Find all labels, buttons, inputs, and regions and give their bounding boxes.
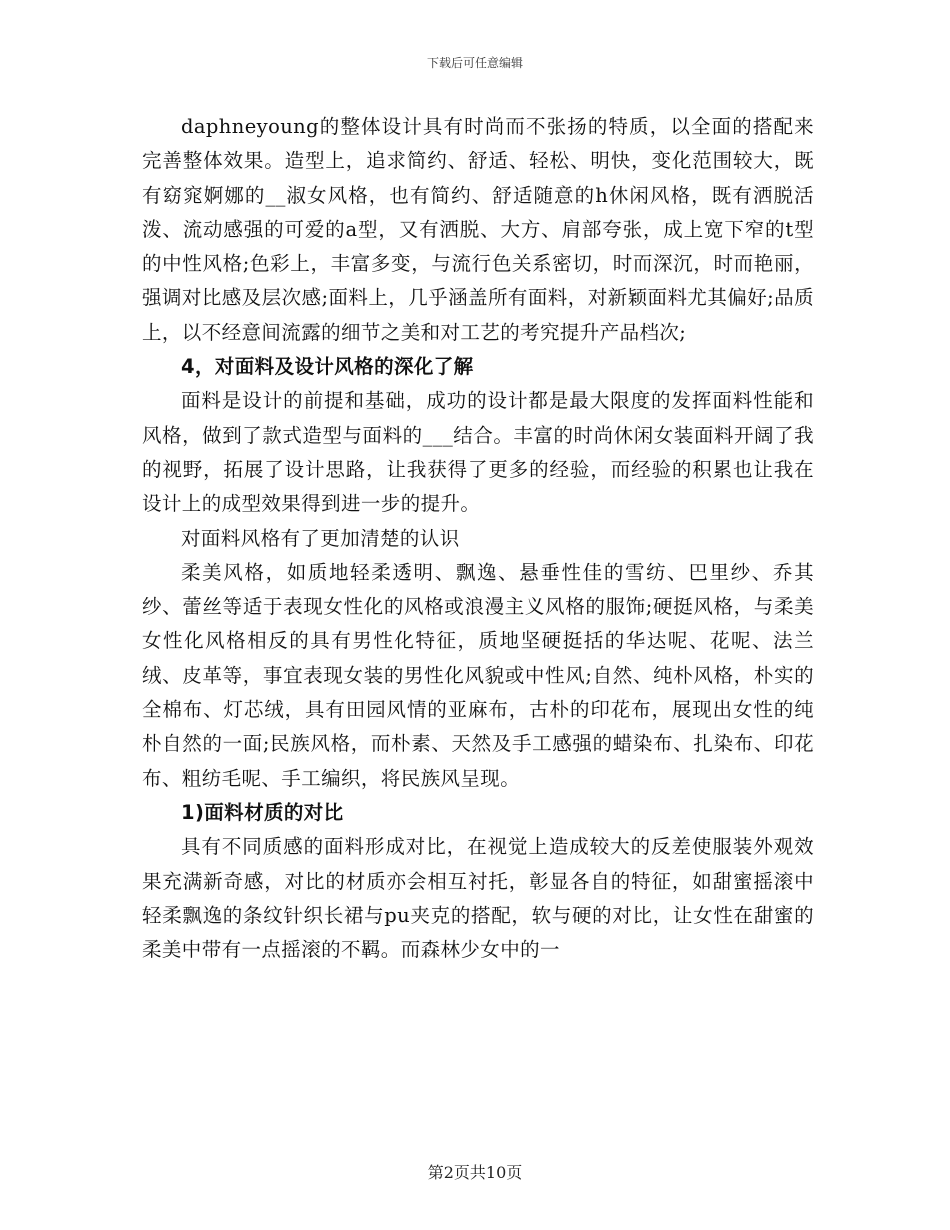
paragraph-brand-design: daphneyoung的整体设计具有时尚而不张扬的特质，以全面的搭配来完善整体效果。造型上，追求简约、舒适、轻松、明快，变化范围较大，既有窈窕婀娜的__淑女风格，也有简约、舒适随意的h休闲风格，既有洒脱活泼、流动感强的可爱的a型，又有洒脱、大方、肩部夸张，成上宽下窄的t型的中性风格;色彩上，丰富多变，与流行色关系密切，时而深沉，时而艳丽，强调对比感及层次感;面料上，几乎涵盖所有面料，对新颖面料尤其偏好;品质上，以不经意间流露的细节之美和对工艺的考究提升产品档次;: [142, 115, 814, 344]
section-heading-fabric-style: 4，对面料及设计风格的深化了解: [181, 355, 474, 379]
paragraph-fabric-styles: 柔美风格，如质地轻柔透明、飘逸、悬垂性佳的雪纺、巴里纱、乔其纱、蕾丝等适于表现女性化的风格或浪漫主义风格的服饰;硬挺风格，与柔美女性化风格相反的具有男性化特征，质地坚硬挺括的华达呢、花呢、法兰绒、皮革等，事宜表现女装的男性化风貌或中性风;自然、纯朴风格，朴实的全棉布、灯芯绒，具有田园风情的亚麻布，古朴的印花布，展现出女性的纯朴自然的一面;民族风格，而朴素、天然及手工感强的蜡染布、扎染布、印花布、粗纺毛呢、手工编织，将民族风呈现。: [142, 560, 814, 790]
document-body: [142, 110, 814, 967]
page-header: 下载后可任意编辑: [426, 56, 523, 70]
paragraph-fabric-basis: 面料是设计的前提和基础，成功的设计都是最大限度的发挥面料性能和风格，做到了款式造型与面料的___结合。丰富的时尚休闲女装面料开阔了我的视野，拓展了设计思路，让我获得了更多的经验，而经验的积累也让我在设计上的成型效果得到进一步的提升。: [142, 389, 814, 516]
subsection-heading-material-contrast: 1)面料材质的对比: [181, 800, 344, 824]
paragraph-material-contrast: 具有不同质感的面料形成对比，在视觉上造成较大的反差使服装外观效果充满新奇感，对比的材质亦会相互衬托，彰显各自的特征，如甜蜜摇滚中轻柔飘逸的条纹针织长裙与pu夹克的搭配，软与硬的对比，让女性在甜蜜的柔美中带有一点摇滚的不羁。而森林少女中的一: [142, 835, 814, 962]
paragraph-fabric-style-intro: 对面料风格有了更加清楚的认识: [181, 526, 460, 550]
page-number: 第2页共10页: [427, 1163, 523, 1182]
